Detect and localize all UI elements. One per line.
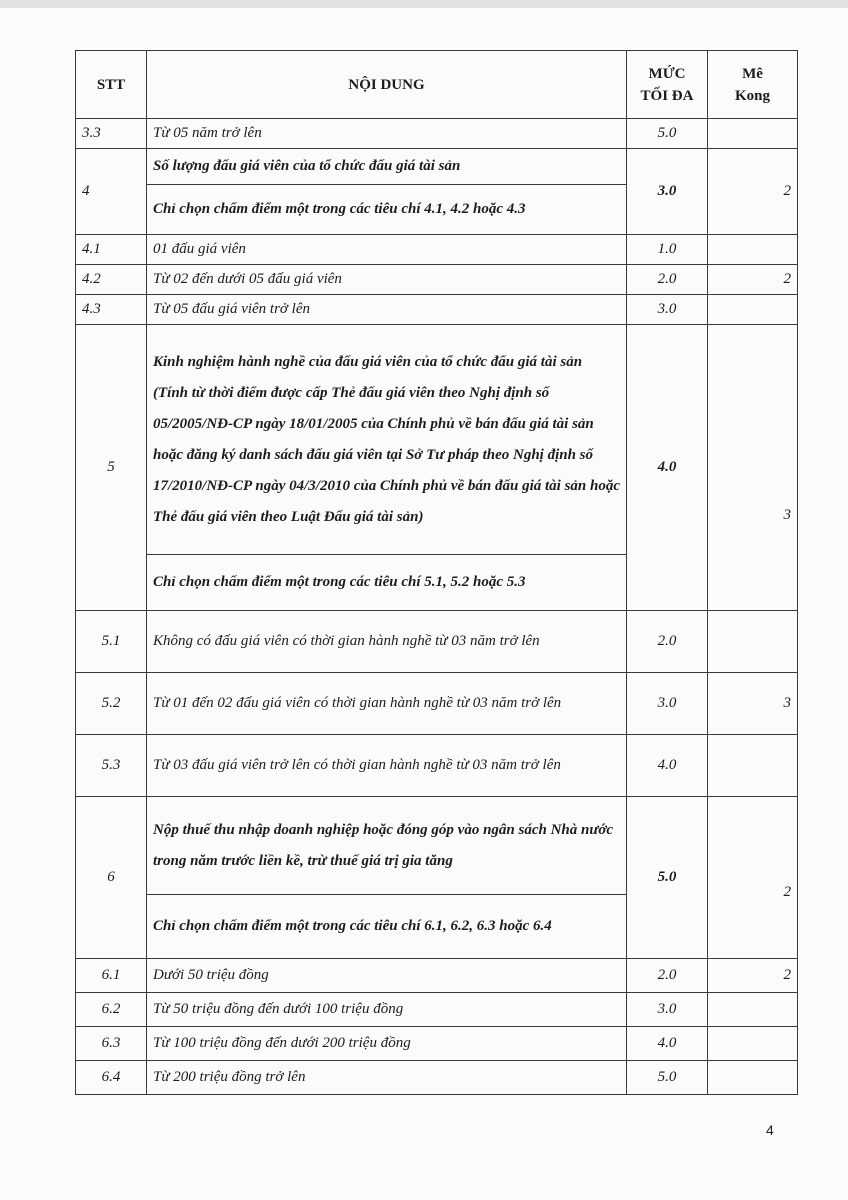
row-content: Dưới 50 triệu đồng — [147, 959, 627, 993]
row-stt: 5.2 — [76, 673, 147, 735]
table-row — [76, 735, 798, 797]
row-stt: 5 — [76, 325, 147, 611]
row-kong — [708, 1027, 798, 1061]
row-max: 4.0 — [627, 325, 708, 611]
header-stt: STT — [76, 51, 147, 119]
row-stt: 6.3 — [76, 1027, 147, 1061]
row-max: 3.0 — [627, 673, 708, 735]
row-kong: 2 — [708, 265, 798, 295]
row-kong: 2 — [708, 797, 798, 959]
row-stt: 5.1 — [76, 611, 147, 673]
header-max-score — [627, 51, 708, 119]
row-kong: 3 — [708, 673, 798, 735]
row-kong — [708, 735, 798, 797]
row-stt: 4.1 — [76, 235, 147, 265]
row-max: 5.0 — [627, 1061, 708, 1095]
row-kong — [708, 1061, 798, 1095]
row-stt: 6.1 — [76, 959, 147, 993]
header-kong-line2: Kong — [734, 87, 770, 104]
row-max: 3.0 — [627, 149, 708, 235]
row-content: Nộp thuế thu nhập doanh nghiệp hoặc đóng góp vào ngân sách Nhà nước trong năm trước liền kề, trừ thuế giá trị gia tăng — [147, 797, 627, 895]
row-max: 5.0 — [627, 797, 708, 959]
row-note: Chỉ chọn chấm điểm một trong các tiêu chí 5.1, 5.2 hoặc 5.3 — [147, 555, 627, 611]
row-content: Không có đấu giá viên có thời gian hành nghề từ 03 năm trở lên — [147, 611, 627, 673]
row-content: 01 đấu giá viên — [147, 235, 627, 265]
header-max-line2: TỐI ĐA — [640, 87, 694, 104]
row-max: 3.0 — [627, 993, 708, 1027]
row-content: Từ 05 đấu giá viên trở lên — [147, 295, 627, 325]
row-kong: 2 — [708, 149, 798, 235]
table-row — [76, 1027, 798, 1061]
header-max-line1: MỨC — [648, 65, 686, 82]
row-content: Từ 05 năm trở lên — [147, 119, 627, 149]
table-row — [76, 149, 798, 185]
row-content: Từ 50 triệu đồng đến dưới 100 triệu đồng — [147, 993, 627, 1027]
row-stt: 4.3 — [76, 295, 147, 325]
row-content: Từ 100 triệu đồng đến dưới 200 triệu đồng — [147, 1027, 627, 1061]
table-row — [76, 325, 798, 555]
row-max: 2.0 — [627, 959, 708, 993]
row-kong: 3 — [708, 325, 798, 611]
header-content: NỘI DUNG — [147, 51, 627, 119]
row-max: 2.0 — [627, 265, 708, 295]
row-stt: 5.3 — [76, 735, 147, 797]
table-row — [76, 797, 798, 895]
row-kong — [708, 295, 798, 325]
row-content: Từ 200 triệu đồng trở lên — [147, 1061, 627, 1095]
scan-top-edge — [0, 0, 848, 8]
row-max: 1.0 — [627, 235, 708, 265]
page-number: 4 — [766, 1122, 774, 1138]
table-row — [76, 993, 798, 1027]
row-max: 3.0 — [627, 295, 708, 325]
table-row — [76, 611, 798, 673]
row-content: Kinh nghiệm hành nghề của đấu giá viên của tổ chức đấu giá tài sản (Tính từ thời điểm được cấp Thẻ đấu giá viên theo Nghị định số 05/2005/NĐ-CP ngày 18/01/2005 của Chính phủ về bán đấu giá tài sản hoặc đăng ký danh sách đấu giá viên tại Sở Tư pháp theo Nghị định số 17/2010/NĐ-CP ngày 04/3/2010 của Chính phủ về bán đấu giá tài sản hoặc Thẻ đấu giá viên theo Luật Đấu giá tài sản) — [147, 325, 627, 555]
header-kong-line1: Mê — [742, 65, 763, 82]
row-max: 4.0 — [627, 1027, 708, 1061]
table-row — [76, 265, 798, 295]
row-kong: 2 — [708, 959, 798, 993]
row-stt: 6.4 — [76, 1061, 147, 1095]
row-stt: 4 — [76, 149, 147, 235]
row-stt: 6 — [76, 797, 147, 959]
header-kong — [708, 51, 798, 119]
table-row — [76, 673, 798, 735]
row-stt: 6.2 — [76, 993, 147, 1027]
row-note: Chỉ chọn chấm điểm một trong các tiêu chí 4.1, 4.2 hoặc 4.3 — [147, 185, 627, 235]
row-note: Chỉ chọn chấm điểm một trong các tiêu chí 6.1, 6.2, 6.3 hoặc 6.4 — [147, 895, 627, 959]
row-content: Từ 03 đấu giá viên trở lên có thời gian hành nghề từ 03 năm trở lên — [147, 735, 627, 797]
row-kong — [708, 993, 798, 1027]
row-max: 4.0 — [627, 735, 708, 797]
table-row — [76, 295, 798, 325]
row-content: Từ 02 đến dưới 05 đấu giá viên — [147, 265, 627, 295]
table-row — [76, 119, 798, 149]
row-kong — [708, 235, 798, 265]
table-header-row — [76, 51, 798, 119]
row-stt: 3.3 — [76, 119, 147, 149]
row-kong — [708, 119, 798, 149]
row-content: Số lượng đấu giá viên của tổ chức đấu giá tài sản — [147, 149, 627, 185]
table-row — [76, 959, 798, 993]
row-max: 5.0 — [627, 119, 708, 149]
row-content: Từ 01 đến 02 đấu giá viên có thời gian hành nghề từ 03 năm trở lên — [147, 673, 627, 735]
table-row — [76, 235, 798, 265]
row-kong — [708, 611, 798, 673]
table-row — [76, 1061, 798, 1095]
criteria-table — [75, 50, 798, 1095]
row-max: 2.0 — [627, 611, 708, 673]
row-stt: 4.2 — [76, 265, 147, 295]
